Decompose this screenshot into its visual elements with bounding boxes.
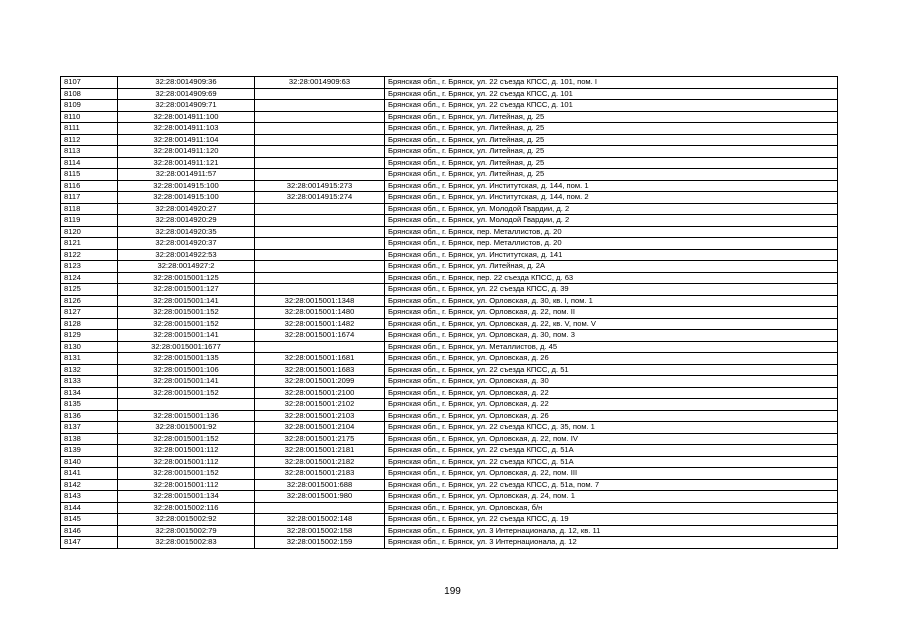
table-row — [61, 249, 838, 261]
address-cell: Брянская обл., г. Брянск, ул. Литейная, д. 25 — [385, 169, 838, 181]
cadastral-number-cell: 32:28:0015001:125 — [118, 272, 255, 284]
table-row — [61, 445, 838, 457]
building-cadastral-number-cell — [255, 123, 385, 135]
cadastral-number-cell: 32:28:0015001:112 — [118, 456, 255, 468]
row-number-cell: 8122 — [61, 249, 118, 261]
address-cell: Брянская обл., г. Брянск, ул. Литейная, д. 25 — [385, 146, 838, 158]
cadastral-number-cell: 32:28:0014915:100 — [118, 180, 255, 192]
address-cell: Брянская обл., г. Брянск, ул. 22 съезда КПСС, д. 35, пом. 1 — [385, 422, 838, 434]
building-cadastral-number-cell — [255, 502, 385, 514]
registry-table-body — [61, 77, 838, 549]
row-number-cell: 8128 — [61, 318, 118, 330]
address-cell: Брянская обл., г. Брянск, ул. Орловская, б/н — [385, 502, 838, 514]
cadastral-number-cell: 32:28:0015001:152 — [118, 433, 255, 445]
cadastral-number-cell: 32:28:0015001:1677 — [118, 341, 255, 353]
table-row — [61, 468, 838, 480]
table-row — [61, 284, 838, 296]
row-number-cell: 8135 — [61, 399, 118, 411]
cadastral-number-cell: 32:28:0015001:112 — [118, 479, 255, 491]
address-cell: Брянская обл., г. Брянск, ул. Орловская, д. 26 — [385, 410, 838, 422]
address-cell: Брянская обл., г. Брянск, пер. Металлистов, д. 20 — [385, 238, 838, 250]
row-number-cell: 8140 — [61, 456, 118, 468]
table-row — [61, 399, 838, 411]
cadastral-number-cell: 32:28:0015001:152 — [118, 318, 255, 330]
building-cadastral-number-cell — [255, 226, 385, 238]
address-cell: Брянская обл., г. Брянск, ул. Молодой Гвардии, д. 2 — [385, 203, 838, 215]
address-cell: Брянская обл., г. Брянск, ул. 22 съезда КПСС, д. 51 — [385, 364, 838, 376]
address-cell: Брянская обл., г. Брянск, ул. Литейная, д. 25 — [385, 123, 838, 135]
row-number-cell: 8144 — [61, 502, 118, 514]
cadastral-number-cell: 32:28:0014920:37 — [118, 238, 255, 250]
address-cell: Брянская обл., г. Брянск, ул. Орловская, д. 30, кв. I, пом. 1 — [385, 295, 838, 307]
building-cadastral-number-cell: 32:28:0015001:688 — [255, 479, 385, 491]
building-cadastral-number-cell — [255, 146, 385, 158]
building-cadastral-number-cell — [255, 238, 385, 250]
address-cell: Брянская обл., г. Брянск, ул. Литейная, д. 2А — [385, 261, 838, 273]
address-cell: Брянская обл., г. Брянск, ул. Молодой Гвардии, д. 2 — [385, 215, 838, 227]
address-cell: Брянская обл., г. Брянск, ул. Литейная, д. 25 — [385, 111, 838, 123]
address-cell: Брянская обл., г. Брянск, ул. Орловская, д. 26 — [385, 353, 838, 365]
row-number-cell: 8127 — [61, 307, 118, 319]
building-cadastral-number-cell — [255, 111, 385, 123]
table-row — [61, 134, 838, 146]
building-cadastral-number-cell: 32:28:0015001:2104 — [255, 422, 385, 434]
cadastral-number-cell: 32:28:0014911:57 — [118, 169, 255, 181]
building-cadastral-number-cell: 32:28:0014915:273 — [255, 180, 385, 192]
address-cell: Брянская обл., г. Брянск, ул. Орловская, д. 22, кв. V, пом. V — [385, 318, 838, 330]
cadastral-number-cell: 32:28:0014920:29 — [118, 215, 255, 227]
cadastral-number-cell: 32:28:0015001:141 — [118, 376, 255, 388]
cadastral-number-cell: 32:28:0015002:79 — [118, 525, 255, 537]
cadastral-number-cell: 32:28:0015002:83 — [118, 537, 255, 549]
address-cell: Брянская обл., г. Брянск, ул. Институтская, д. 141 — [385, 249, 838, 261]
address-cell: Брянская обл., г. Брянск, ул. 22 съезда КПСС, д. 19 — [385, 514, 838, 526]
cadastral-number-cell: 32:28:0015001:152 — [118, 468, 255, 480]
page-number: 199 — [444, 586, 461, 597]
table-row — [61, 238, 838, 250]
building-cadastral-number-cell — [255, 272, 385, 284]
row-number-cell: 8118 — [61, 203, 118, 215]
row-number-cell: 8124 — [61, 272, 118, 284]
building-cadastral-number-cell: 32:28:0014909:63 — [255, 77, 385, 89]
table-row — [61, 203, 838, 215]
cadastral-number-cell: 32:28:0014911:103 — [118, 123, 255, 135]
row-number-cell: 8139 — [61, 445, 118, 457]
table-row — [61, 330, 838, 342]
row-number-cell: 8129 — [61, 330, 118, 342]
building-cadastral-number-cell — [255, 203, 385, 215]
row-number-cell: 8138 — [61, 433, 118, 445]
cadastral-number-cell: 32:28:0015001:135 — [118, 353, 255, 365]
table-row — [61, 341, 838, 353]
row-number-cell: 8147 — [61, 537, 118, 549]
cadastral-number-cell: 32:28:0015001:134 — [118, 491, 255, 503]
cadastral-number-cell: 32:28:0015002:92 — [118, 514, 255, 526]
cadastral-number-cell: 32:28:0015001:112 — [118, 445, 255, 457]
address-cell: Брянская обл., г. Брянск, ул. Институтская, д. 144, пом. 2 — [385, 192, 838, 204]
row-number-cell: 8107 — [61, 77, 118, 89]
address-cell: Брянская обл., г. Брянск, ул. 22 съезда КПСС, д. 39 — [385, 284, 838, 296]
building-cadastral-number-cell: 32:28:0015001:2175 — [255, 433, 385, 445]
address-cell: Брянская обл., г. Брянск, ул. Орловская, д. 30 — [385, 376, 838, 388]
cadastral-number-cell: 32:28:0014911:100 — [118, 111, 255, 123]
building-cadastral-number-cell — [255, 100, 385, 112]
row-number-cell: 8146 — [61, 525, 118, 537]
table-row — [61, 295, 838, 307]
cadastral-number-cell: 32:28:0014909:69 — [118, 88, 255, 100]
address-cell: Брянская обл., г. Брянск, ул. 3 Интернационала, д. 12 — [385, 537, 838, 549]
building-cadastral-number-cell — [255, 88, 385, 100]
table-row — [61, 479, 838, 491]
cadastral-number-cell: 32:28:0015001:127 — [118, 284, 255, 296]
cadastral-number-cell — [118, 399, 255, 411]
building-cadastral-number-cell — [255, 215, 385, 227]
address-cell: Брянская обл., г. Брянск, ул. 22 съезда КПСС, д. 101, пом. I — [385, 77, 838, 89]
row-number-cell: 8132 — [61, 364, 118, 376]
table-row — [61, 502, 838, 514]
address-cell: Брянская обл., г. Брянск, ул. 22 съезда КПСС, д. 101 — [385, 100, 838, 112]
table-row — [61, 180, 838, 192]
table-row — [61, 376, 838, 388]
building-cadastral-number-cell: 32:28:0015001:2099 — [255, 376, 385, 388]
cadastral-number-cell: 32:28:0015001:152 — [118, 307, 255, 319]
row-number-cell: 8108 — [61, 88, 118, 100]
table-row — [61, 123, 838, 135]
building-cadastral-number-cell: 32:28:0015001:1681 — [255, 353, 385, 365]
building-cadastral-number-cell: 32:28:0015001:1348 — [255, 295, 385, 307]
cadastral-number-cell: 32:28:0014915:100 — [118, 192, 255, 204]
address-cell: Брянская обл., г. Брянск, ул. Орловская, д. 30, пом. 3 — [385, 330, 838, 342]
table-row — [61, 353, 838, 365]
cadastral-number-cell: 32:28:0015001:152 — [118, 387, 255, 399]
table-row — [61, 307, 838, 319]
table-row — [61, 491, 838, 503]
table-row — [61, 422, 838, 434]
building-cadastral-number-cell: 32:28:0015001:2183 — [255, 468, 385, 480]
row-number-cell: 8131 — [61, 353, 118, 365]
cadastral-number-cell: 32:28:0014922:53 — [118, 249, 255, 261]
table-row — [61, 410, 838, 422]
building-cadastral-number-cell: 32:28:0014915:274 — [255, 192, 385, 204]
cadastral-number-cell: 32:28:0014920:35 — [118, 226, 255, 238]
address-cell: Брянская обл., г. Брянск, ул. Орловская, д. 22, пом. III — [385, 468, 838, 480]
building-cadastral-number-cell — [255, 261, 385, 273]
building-cadastral-number-cell: 32:28:0015002:148 — [255, 514, 385, 526]
table-row — [61, 111, 838, 123]
building-cadastral-number-cell — [255, 157, 385, 169]
address-cell: Брянская обл., г. Брянск, ул. 3 Интернационала, д. 12, кв. 11 — [385, 525, 838, 537]
row-number-cell: 8136 — [61, 410, 118, 422]
table-row — [61, 77, 838, 89]
row-number-cell: 8120 — [61, 226, 118, 238]
table-row — [61, 537, 838, 549]
cadastral-number-cell: 32:28:0014927:2 — [118, 261, 255, 273]
row-number-cell: 8115 — [61, 169, 118, 181]
cadastral-number-cell: 32:28:0015002:116 — [118, 502, 255, 514]
table-row — [61, 192, 838, 204]
building-cadastral-number-cell: 32:28:0015001:2100 — [255, 387, 385, 399]
row-number-cell: 8130 — [61, 341, 118, 353]
address-cell: Брянская обл., г. Брянск, ул. Металлистов, д. 45 — [385, 341, 838, 353]
row-number-cell: 8121 — [61, 238, 118, 250]
row-number-cell: 8133 — [61, 376, 118, 388]
address-cell: Брянская обл., г. Брянск, ул. 22 съезда КПСС, д. 101 — [385, 88, 838, 100]
table-row — [61, 318, 838, 330]
table-row — [61, 215, 838, 227]
address-cell: Брянская обл., г. Брянск, ул. 22 съезда КПСС, д. 51а, пом. 7 — [385, 479, 838, 491]
row-number-cell: 8111 — [61, 123, 118, 135]
building-cadastral-number-cell: 32:28:0015001:2182 — [255, 456, 385, 468]
table-row — [61, 456, 838, 468]
cadastral-number-cell: 32:28:0014911:120 — [118, 146, 255, 158]
row-number-cell: 8123 — [61, 261, 118, 273]
address-cell: Брянская обл., г. Брянск, пер. Металлистов, д. 20 — [385, 226, 838, 238]
row-number-cell: 8113 — [61, 146, 118, 158]
building-cadastral-number-cell — [255, 134, 385, 146]
building-cadastral-number-cell: 32:28:0015001:2181 — [255, 445, 385, 457]
address-cell: Брянская обл., г. Брянск, ул. Орловская, д. 22 — [385, 387, 838, 399]
building-cadastral-number-cell: 32:28:0015001:2102 — [255, 399, 385, 411]
table-row — [61, 364, 838, 376]
row-number-cell: 8112 — [61, 134, 118, 146]
address-cell: Брянская обл., г. Брянск, ул. Орловская, д. 24, пом. 1 — [385, 491, 838, 503]
table-row — [61, 226, 838, 238]
address-cell: Брянская обл., г. Брянск, ул. 22 съезда КПСС, д. 51А — [385, 456, 838, 468]
cadastral-number-cell: 32:28:0014911:104 — [118, 134, 255, 146]
building-cadastral-number-cell: 32:28:0015001:1482 — [255, 318, 385, 330]
cadastral-number-cell: 32:28:0015001:106 — [118, 364, 255, 376]
row-number-cell: 8142 — [61, 479, 118, 491]
cadastral-number-cell: 32:28:0015001:136 — [118, 410, 255, 422]
address-cell: Брянская обл., г. Брянск, пер. 22 съезда КПСС, д. 63 — [385, 272, 838, 284]
building-cadastral-number-cell: 32:28:0015001:2103 — [255, 410, 385, 422]
table-row — [61, 387, 838, 399]
table-row — [61, 100, 838, 112]
address-cell: Брянская обл., г. Брянск, ул. Литейная, д. 25 — [385, 134, 838, 146]
table-row — [61, 433, 838, 445]
table-row — [61, 272, 838, 284]
table-row — [61, 88, 838, 100]
table-row — [61, 157, 838, 169]
registry-table — [60, 76, 838, 549]
address-cell: Брянская обл., г. Брянск, ул. Орловская, д. 22, пом. II — [385, 307, 838, 319]
row-number-cell: 8117 — [61, 192, 118, 204]
building-cadastral-number-cell: 32:28:0015002:158 — [255, 525, 385, 537]
building-cadastral-number-cell — [255, 341, 385, 353]
address-cell: Брянская обл., г. Брянск, ул. Институтская, д. 144, пом. 1 — [385, 180, 838, 192]
building-cadastral-number-cell — [255, 169, 385, 181]
row-number-cell: 8110 — [61, 111, 118, 123]
table-row — [61, 514, 838, 526]
cadastral-number-cell: 32:28:0014911:121 — [118, 157, 255, 169]
row-number-cell: 8116 — [61, 180, 118, 192]
building-cadastral-number-cell: 32:28:0015001:1683 — [255, 364, 385, 376]
address-cell: Брянская обл., г. Брянск, ул. 22 съезда КПСС, д. 51А — [385, 445, 838, 457]
cadastral-number-cell: 32:28:0014909:71 — [118, 100, 255, 112]
row-number-cell: 8114 — [61, 157, 118, 169]
building-cadastral-number-cell: 32:28:0015001:980 — [255, 491, 385, 503]
row-number-cell: 8145 — [61, 514, 118, 526]
table-row — [61, 525, 838, 537]
cadastral-number-cell: 32:28:0014920:27 — [118, 203, 255, 215]
cadastral-number-cell: 32:28:0015001:92 — [118, 422, 255, 434]
cadastral-number-cell: 32:28:0015001:141 — [118, 330, 255, 342]
cadastral-number-cell: 32:28:0015001:141 — [118, 295, 255, 307]
row-number-cell: 8109 — [61, 100, 118, 112]
building-cadastral-number-cell: 32:28:0015002:159 — [255, 537, 385, 549]
row-number-cell: 8141 — [61, 468, 118, 480]
row-number-cell: 8143 — [61, 491, 118, 503]
building-cadastral-number-cell — [255, 249, 385, 261]
row-number-cell: 8125 — [61, 284, 118, 296]
table-row — [61, 261, 838, 273]
address-cell: Брянская обл., г. Брянск, ул. Литейная, д. 25 — [385, 157, 838, 169]
row-number-cell: 8119 — [61, 215, 118, 227]
building-cadastral-number-cell: 32:28:0015001:1480 — [255, 307, 385, 319]
row-number-cell: 8137 — [61, 422, 118, 434]
address-cell: Брянская обл., г. Брянск, ул. Орловская, д. 22, пом. IV — [385, 433, 838, 445]
row-number-cell: 8126 — [61, 295, 118, 307]
cadastral-number-cell: 32:28:0014909:36 — [118, 77, 255, 89]
table-row — [61, 169, 838, 181]
address-cell: Брянская обл., г. Брянск, ул. Орловская, д. 22 — [385, 399, 838, 411]
table-row — [61, 146, 838, 158]
building-cadastral-number-cell: 32:28:0015001:1674 — [255, 330, 385, 342]
row-number-cell: 8134 — [61, 387, 118, 399]
building-cadastral-number-cell — [255, 284, 385, 296]
